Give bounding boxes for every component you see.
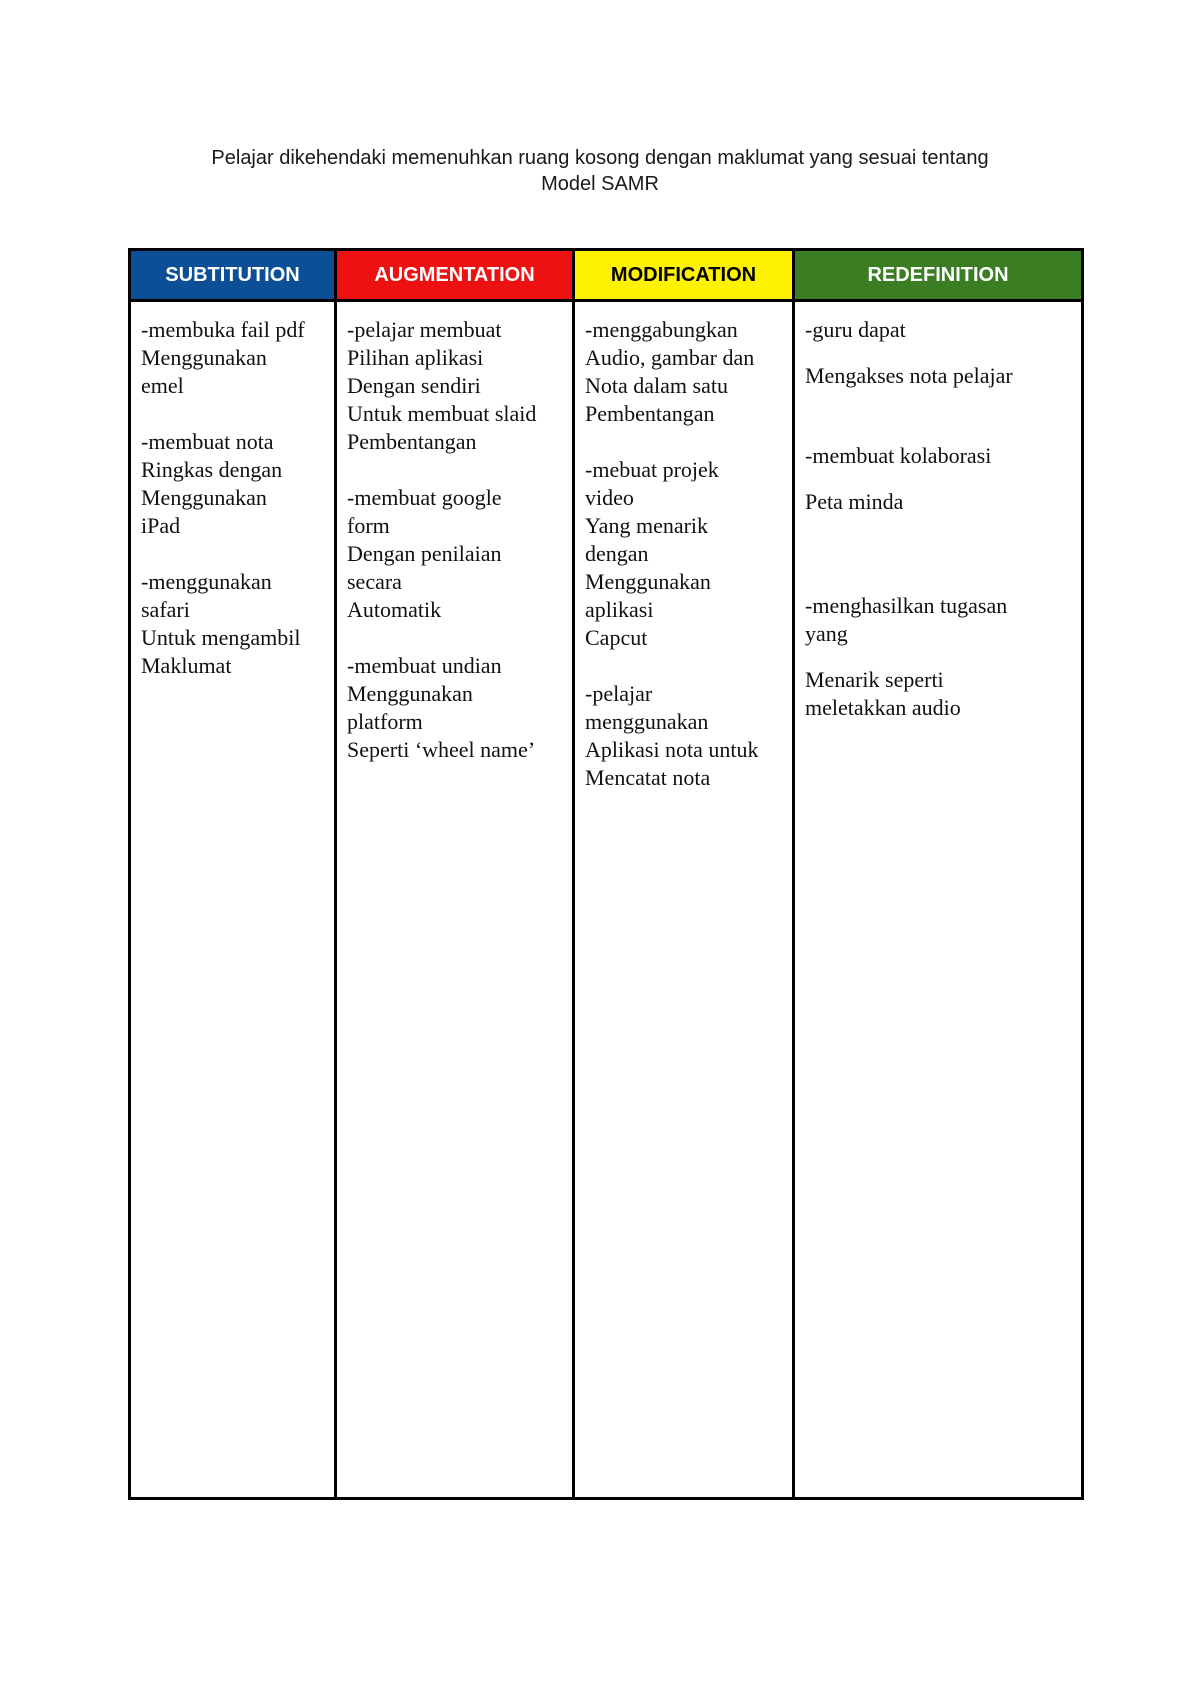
entry-line: Pembentangan	[347, 429, 477, 454]
instructions-line-1: Pelajar dikehendaki memenuhkan ruang kosong dengan maklumat yang sesuai tentang	[211, 147, 989, 169]
entry-line: -membuat undian	[347, 653, 502, 678]
entry-line: Menarik seperti	[805, 667, 944, 692]
entry-line: Capcut	[585, 625, 648, 650]
cell-modification	[574, 301, 794, 1499]
entry	[141, 568, 326, 680]
entry-line: Yang menarik	[585, 513, 709, 538]
entry-line: -menghasilkan tugasan	[805, 593, 1008, 618]
entry	[141, 316, 326, 400]
header-row	[130, 250, 1083, 301]
entry-line: -membuat kolaborasi	[805, 443, 992, 468]
entry	[585, 680, 784, 792]
entry	[141, 428, 326, 540]
header-modification: MODIFICATION	[574, 250, 794, 301]
entry-line: Untuk mengambil	[141, 625, 301, 650]
entry	[805, 592, 1073, 648]
entry	[805, 488, 1073, 516]
entry-line: aplikasi	[585, 597, 654, 622]
entry	[805, 666, 1073, 722]
entry-line: safari	[141, 597, 190, 622]
content-row	[130, 301, 1083, 1499]
entry-line: -pelajar	[585, 681, 653, 706]
entry-line: Untuk membuat slaid	[347, 401, 537, 426]
entry-line: emel	[141, 373, 184, 398]
entry	[347, 316, 564, 456]
entry	[805, 442, 1073, 470]
cell-substitution	[130, 301, 336, 1499]
instructions	[0, 145, 1200, 197]
entry-line: -pelajar membuat	[347, 317, 502, 342]
entry-line: iPad	[141, 513, 181, 538]
entry-line: Dengan penilaian	[347, 541, 502, 566]
cell-redefinition	[794, 301, 1083, 1499]
entry-line: Peta minda	[805, 489, 904, 514]
entry	[585, 316, 784, 428]
entry	[585, 456, 784, 652]
samr-table	[128, 248, 1084, 1500]
entry-line: Menggunakan	[347, 681, 473, 706]
entry-line: Mencatat nota	[585, 765, 711, 790]
entry-line: -mebuat projek	[585, 457, 719, 482]
entry-line: Maklumat	[141, 653, 232, 678]
header-augmentation: AUGMENTATION	[336, 250, 574, 301]
cell-augmentation	[336, 301, 574, 1499]
entry-line: Menggunakan	[585, 569, 711, 594]
entry-line: Pilihan aplikasi	[347, 345, 484, 370]
instructions-line-2: Model SAMR	[541, 173, 659, 195]
entry-line: dengan	[585, 541, 649, 566]
entry-line: -guru dapat	[805, 317, 906, 342]
entry	[805, 316, 1073, 344]
entry-line: Audio, gambar dan	[585, 345, 755, 370]
entry-line: -membuat google	[347, 485, 502, 510]
entry-line: -membuka fail pdf	[141, 317, 305, 342]
entry-line: secara	[347, 569, 402, 594]
entry-line: video	[585, 485, 634, 510]
entry-line: Aplikasi nota untuk	[585, 737, 759, 762]
entry-line: -menggabungkan	[585, 317, 738, 342]
entry-line: -menggunakan	[141, 569, 272, 594]
entry-line: Pembentangan	[585, 401, 715, 426]
entry-line: -membuat nota	[141, 429, 274, 454]
entry-line: Automatik	[347, 597, 442, 622]
entry-line: yang	[805, 621, 848, 646]
header-substitution: SUBTITUTION	[130, 250, 336, 301]
entry-line: Menggunakan	[141, 345, 267, 370]
entry	[347, 652, 564, 764]
entry-line: Nota dalam satu	[585, 373, 728, 398]
entry-line: menggunakan	[585, 709, 709, 734]
entry	[805, 362, 1073, 390]
entry-line: Mengakses nota pelajar	[805, 363, 1013, 388]
entry-line: meletakkan audio	[805, 695, 961, 720]
entry-line: Ringkas dengan	[141, 457, 283, 482]
entry-line: Seperti ‘wheel name’	[347, 737, 536, 762]
entry-line: Menggunakan	[141, 485, 267, 510]
entry	[347, 484, 564, 624]
entry-line: form	[347, 513, 390, 538]
header-redefinition: REDEFINITION	[794, 250, 1083, 301]
entry-line: Dengan sendiri	[347, 373, 481, 398]
entry-line: platform	[347, 709, 423, 734]
